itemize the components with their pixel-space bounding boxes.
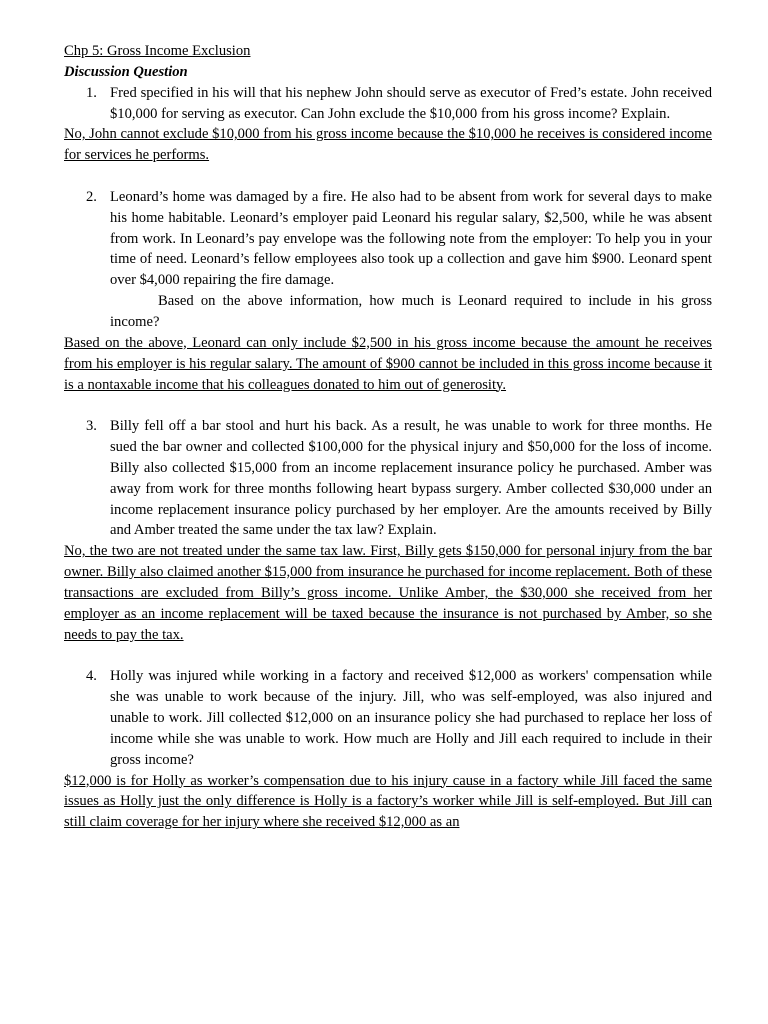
document-title: Chp 5: Gross Income Exclusion	[64, 43, 251, 59]
answer-2: Based on the above, Leonard can only include $2,500 in his gross income because the amount he receives from his employer is his regular salary. The amount of $900 cannot be included in this gross income because it is a nontaxable income that his colleagues donated to him out of generosity.	[64, 334, 712, 393]
section-heading: Discussion Question	[64, 63, 188, 80]
question-text: Leonard’s home was damaged by a fire. He also had to be absent from work for several days to make his home habitable. Leonard’s employer paid Leonard his regular salary, $2,500, while he was absent from work. In Leonard’s pay envelope was the following note from the employer: To help you in your time of need. Leonard’s fellow employees also took up a collection and gave him $900. Leonard spent over $4,000 repairing the fire damage.	[110, 188, 712, 289]
question-text: Fred specified in his will that his nephew John should serve as executor of Fred’s estate. John received $10,000 for serving as executor. Can John exclude the $10,000 from his gross income? Explain.	[110, 84, 712, 122]
spacer	[64, 395, 712, 416]
spacer	[64, 645, 712, 666]
answer-4: $12,000 is for Holly as worker’s compensation due to his injury cause in a factory while Jill faced the same issues as Holly just the only difference is Holly is a factory’s worker while Jill is self-employed. But Jill can still claim coverage for her injury where she received $12,000 as an	[64, 772, 712, 831]
question-number: 2.	[86, 188, 97, 205]
question-number: 4.	[86, 668, 97, 685]
question-number: 3.	[86, 418, 97, 435]
answer-1: No, John cannot exclude $10,000 from his gross income because the $10,000 he receives is considered income for services he performs.	[64, 126, 712, 164]
question-4	[64, 666, 712, 770]
question-number: 1.	[86, 84, 97, 101]
answer-3: No, the two are not treated under the same tax law. First, Billy gets $150,000 for personal injury from the bar owner. Billy also claimed another $15,000 from insurance he purchased for income replacement. Both of these transactions are excluded from Billy’s gross income. Unlike Amber, the $30,000 she received from her employer as an income replacement will be taxed because the insurance is not purchased by Amber, so she needs to pay the tax.	[64, 543, 712, 643]
document-page	[64, 41, 712, 833]
question-2	[64, 187, 712, 333]
question-text: Holly was injured while working in a factory and received $12,000 as workers' compensation while she was unable to work because of the injury. Jill, who was self-employed, was also injured and unable to work. Jill collected $12,000 on an insurance policy she had purchased to replace her loss of income while she was unable to work. How much are Holly and Jill each required to include in their gross income?	[110, 668, 712, 768]
question-3	[64, 416, 712, 541]
question-subtext: Based on the above information, how much is Leonard required to include in his gross income?	[110, 293, 712, 330]
spacer	[64, 166, 712, 187]
question-text: Billy fell off a bar stool and hurt his back. As a result, he was unable to work for three months. He sued the bar owner and collected $100,000 for the physical injury and $50,000 for the loss of income. Billy also collected $15,000 from an income replacement insurance policy he purchased. Amber was away from work for three months following heart bypass surgery. Amber collected $30,000 under an income replacement insurance policy purchased by her employer. Are the amounts received by Billy and Amber treated the same under the tax law? Explain.	[110, 418, 712, 539]
question-1	[64, 83, 712, 125]
